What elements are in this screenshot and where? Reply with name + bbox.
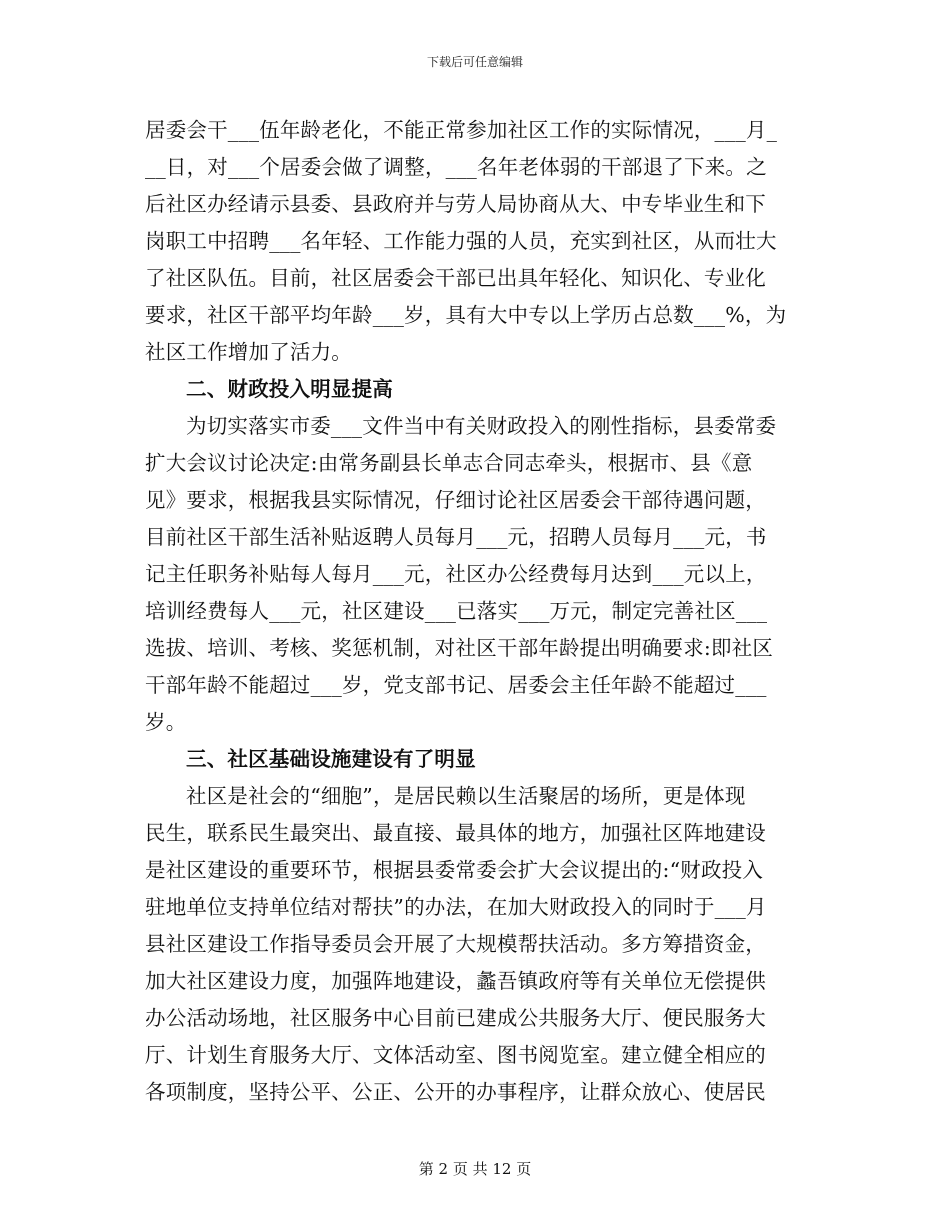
body-line: 各项制度，坚持公平、公正、公开的办事程序，让群众放心、使居民	[145, 1080, 766, 1104]
body-line: 办公活动场地，社区服务中心目前已建成公共服务大厅、便民服务大	[145, 1006, 766, 1030]
body-line: 为切实落实市委___文件当中有关财政投入的刚性指标，县委常委	[186, 414, 777, 438]
body-line: 岗职工中招聘___名年轻、工作能力强的人员，充实到社区，从而壮大	[145, 229, 777, 253]
body-line: 社区是社会的“细胞”，是居民赖以生活聚居的场所，更是体现	[186, 784, 746, 808]
body-line: 了社区队伍。目前，社区居委会干部已出具年轻化、知识化、专业化	[145, 266, 766, 290]
body-line: 社区工作增加了活力。	[145, 340, 352, 364]
body-line: 要求，社区干部平均年龄___岁，具有大中专以上学历占总数___%，为	[145, 303, 787, 327]
body-line: 选拔、培训、考核、奖惩机制，对社区干部年龄提出明确要求:即社区	[145, 636, 774, 660]
body-line: 干部年龄不能超过___岁，党支部书记、居委会主任年龄不能超过___	[145, 673, 767, 697]
body-line: 县社区建设工作指导委员会开展了大规模帮扶活动。多方筹措资金，	[145, 932, 766, 956]
body-line: 目前社区干部生活补贴返聘人员每月___元，招聘人员每月___元，书	[145, 525, 767, 549]
page-number: 第 2 页 共 12 页	[418, 1160, 532, 1178]
body-line: 居委会干___伍年龄老化，不能正常参加社区工作的实际情况，___月_	[145, 118, 778, 142]
body-line: 扩大会议讨论决定:由常务副县长单志合同志牵头，根据市、县《意	[145, 451, 753, 475]
body-line: 厅、计划生育服务大厅、文体活动室、图书阅览室。建立健全相应的	[145, 1043, 766, 1067]
body-line: 加大社区建设力度，加强阵地建设，蠡吾镇政府等有关单位无偿提供	[145, 969, 766, 993]
body-line: 后社区办经请示县委、县政府并与劳人局协商从大、中专毕业生和下	[145, 192, 766, 216]
body-line: 记主任职务补贴每人每月___元，社区办公经费每月达到___元以上，	[145, 562, 767, 586]
body-line: 是社区建设的重要环节，根据县委常委会扩大会议提出的:“财政投入	[145, 858, 764, 882]
section-heading: 三、社区基础设施建设有了明显	[186, 747, 476, 771]
section-heading: 二、财政投入明显提高	[186, 377, 393, 401]
body-line: __日，对___个居委会做了调整，___名年老体弱的干部退了下来。之	[145, 155, 767, 179]
body-line: 民生，联系民生最突出、最直接、最具体的地方，加强社区阵地建设	[145, 821, 766, 845]
body-line: 见》要求，根据我县实际情况，仔细讨论社区居委会干部待遇问题，	[145, 488, 766, 512]
body-line: 培训经费每人___元，社区建设___已落实___万元，制定完善社区___	[145, 599, 768, 623]
page-header-note: 下载后可任意编辑	[426, 55, 523, 69]
body-line: 岁。	[145, 710, 187, 734]
body-line: 驻地单位支持单位结对帮扶”的办法，在加大财政投入的同时于___月	[145, 895, 767, 919]
